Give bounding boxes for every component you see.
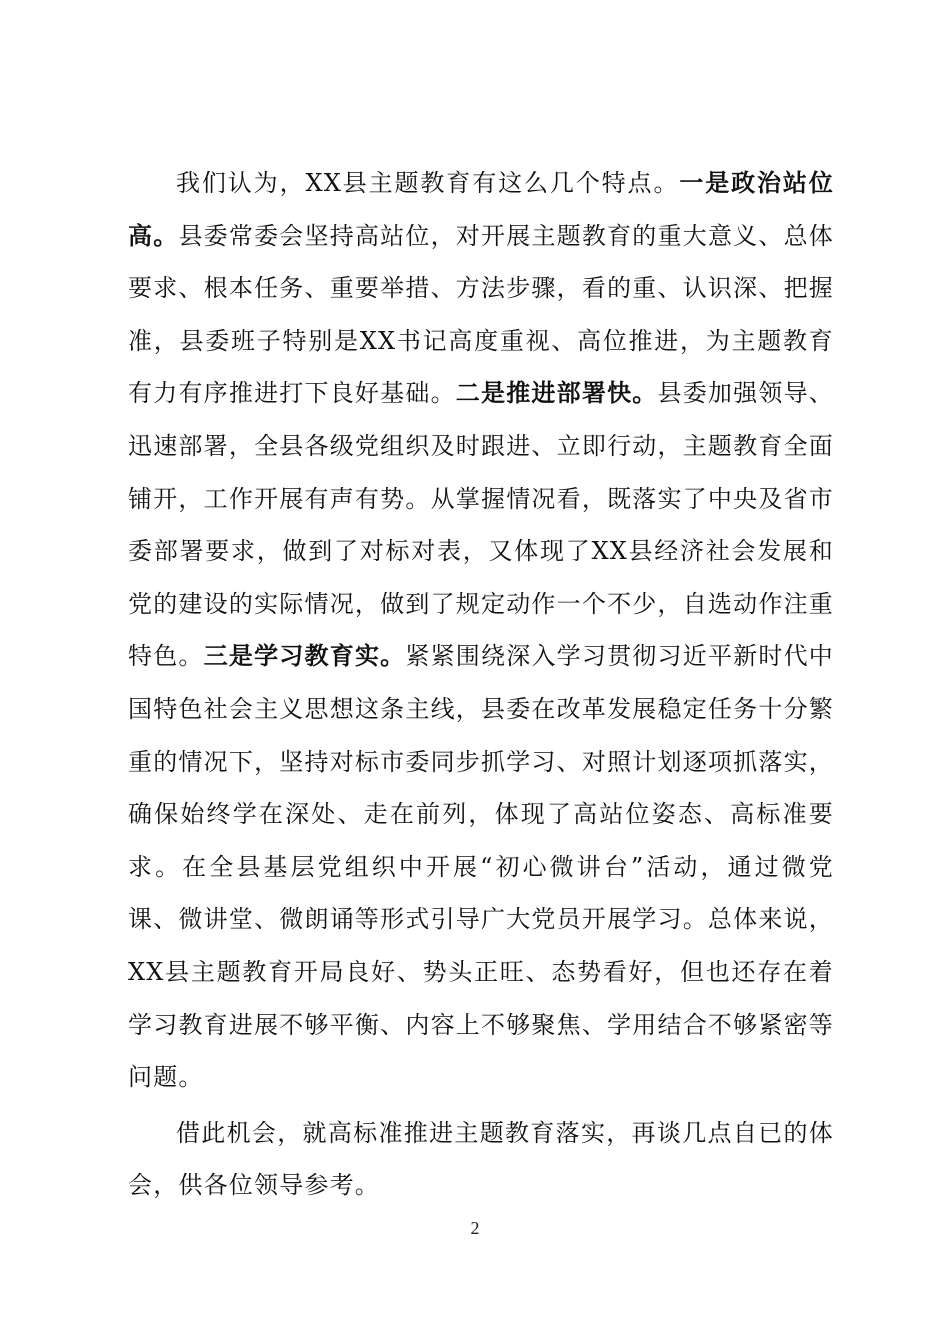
- text-segment: 我们认为，XX县主题教育有这么几个特点。: [176, 169, 680, 197]
- document-body: [128, 157, 834, 1212]
- paragraph-characteristics: [128, 157, 834, 1104]
- text-segment: 紧紧围绕深入学习贯彻习近平新时代中国特色社会主义思想这条主线，县委在改革发展稳定任务十分繁重的情况下，坚持对标市委同步抓学习、对照计划逐项抓落实，确保始终学在深处、走在前列，体现了高站位姿态、高标准要求。在全县基层党组织中开展“初心微讲台”活动，通过微党课、微讲堂、微朗诵等形式引导广大党员开展学习。总体来说，XX县主题教育开局良好、势头正旺、态势看好，但也还存在着学习教育进展不够平衡、内容上不够聚焦、学用结合不够紧密等问题。: [128, 642, 834, 1092]
- text-segment: 借此机会，就高标准推进主题教育落实，再谈几点自已的体会，供各位领导参考。: [128, 1118, 834, 1200]
- text-segment: 县委常委会坚持高站位，对开展主题教育的重大意义、总体要求、根本任务、重要举措、方法步骤，看的重、认识深、把握准，县委班子特别是XX书记高度重视、高位推进，为主题教育有力有序推进打下良好基础。: [128, 221, 834, 408]
- page-number: 2: [470, 1218, 480, 1238]
- bold-heading-study: 三是学习教育实。: [203, 641, 406, 671]
- bold-heading-deployment: 二是推进部署快。: [455, 378, 658, 408]
- bold-heading-political-stance: 一是政治站位高。: [128, 168, 835, 250]
- text-segment: 县委加强领导、迅速部署，全县各级党组织及时跟进、立即行动，主题教育全面铺开，工作开展有声有势。从掌握情况看，既落实了中央及省市委部署要求，做到了对标对表，又体现了XX县经济社会发展和党的建设的实际情况，做到了规定动作一个不少，自选动作注重特色。: [128, 379, 834, 671]
- paragraph-closing: [128, 1107, 834, 1212]
